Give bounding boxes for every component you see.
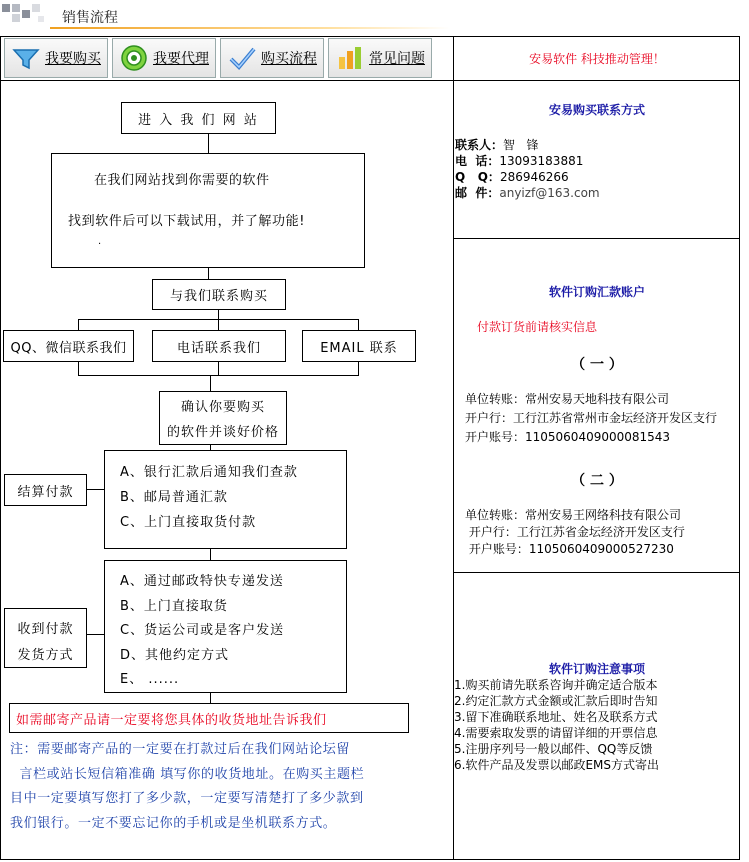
row-divider [453,572,740,573]
connector-line [78,375,359,376]
mailing-note-line: 注：需要邮寄产品的一定要在打款过后在我们网站论坛留 [10,742,351,757]
flow-step-contact-buy [152,279,286,310]
contact-title: 安易购买联系方式 [548,103,645,117]
flow-pay-label-text: 结算付款 [17,484,74,500]
flow-step-confirm-line2: 的软件并谈好价格 [166,425,279,440]
contact-phone-row [455,152,583,169]
contact-person-row [455,136,538,153]
mailing-note-line: 言栏或站长短信箱准确 填写你的收货地址。在购买主题栏 [10,766,365,782]
flow-ship-label-line2: 发货方式 [17,648,74,663]
connector-line [358,361,359,375]
contact-qq-value: 286946266 [499,170,569,184]
checkmark-icon [227,43,257,73]
flow-contact-qq [3,330,134,362]
notice-item: 2.约定汇款方式金额或汇款后即时告知 [454,694,658,708]
address-warning-text: 如需邮寄产品请一定要将您具体的收货地址告诉我们 [16,712,327,728]
nav-faq-label: 常见问题 [369,51,425,67]
flow-step-contact-buy-text: 与我们联系购买 [169,289,268,304]
account-section-2: （ 二 ） [571,473,623,489]
contact-qq-label: Q Q： [455,170,500,184]
contact-email-row [455,184,600,201]
nav-buy-button[interactable] [4,38,108,78]
flow-ship-options [104,560,347,693]
logo-squares-icon [0,0,50,28]
notice-item: 6.软件产品及发票以邮政EMS方式寄出 [454,758,660,772]
contact-email-link[interactable]: anyizf@163.com [499,186,600,200]
flow-contact-email [302,330,416,362]
account-2-line: 单位转账：常州安易王网络科技有限公司 [465,508,682,522]
nav-agent-button[interactable] [112,38,216,78]
ship-option-b: B、上门直接取货 [120,599,228,614]
address-warning [9,703,409,733]
nav-agent-label: 我要代理 [153,51,209,67]
nav-process-button[interactable] [220,38,324,78]
contact-person-label: 联系人： [455,138,504,152]
nav-process-label: 购买流程 [261,51,317,67]
contact-phone-label: 电 话： [455,154,500,168]
ship-option-c: C、货运公司或是客户发送 [120,623,285,638]
connector-line [218,361,219,375]
flow-step-find-software [51,153,365,268]
connector-line [210,375,211,392]
account-2-line: 开户行：工行江苏省金坛经济开发区支行 [465,525,685,539]
pay-option-a: A、银行汇款后通知我们查款 [120,465,298,480]
connector-line [218,309,219,319]
connector-line [86,489,105,490]
account-1-line: 开户行：工行江苏省常州市金坛经济开发区支行 [465,411,718,425]
contact-qq-row [455,168,569,185]
row-divider [0,80,740,81]
account-title: 软件订购汇款账户 [548,285,645,299]
nav-buy-label: 我要购买 [45,51,101,67]
contact-person-value: 智 锋 [503,138,539,152]
flow-contact-email-text: EMAIL 联系 [320,340,398,356]
nav-faq-button[interactable] [328,38,432,78]
page-title: 销售流程 [62,10,118,26]
connector-line [86,634,105,635]
flow-contact-qq-text: QQ、微信联系我们 [10,340,127,356]
flow-step-enter-site-text: 进 入 我 们 网 站 [138,112,259,128]
flow-contact-phone [152,330,286,362]
notice-item: 3.留下准确联系地址、姓名及联系方式 [454,710,658,724]
flow-pay-options [104,450,347,549]
mailing-note [10,738,410,836]
flow-step-enter-site [121,102,276,134]
notice-title: 软件订购注意事项 [548,662,645,676]
bar-chart-icon [335,43,365,73]
mailing-note-line: 我们银行。一定不要忘记你的手机或是坐机联系方式。 [10,815,337,831]
notice-item: 5.注册序列号一般以邮件、QQ等反馈 [454,742,653,756]
notice-item: 4.需要索取发票的请留详细的开票信息 [454,726,658,740]
account-section-1: （ 一 ） [571,357,623,373]
pay-option-b: B、邮局普通汇款 [120,490,228,505]
flow-step-find-dot: . [98,236,102,247]
mailing-note-line: 目中一定要填写您打了多少款，一定要写清楚打了多少款到 [10,791,364,806]
connector-line [210,548,211,560]
promo-text: 安易软件 科技推动管理！ [529,52,665,66]
notice-item: 1.购买前请先联系咨询并确定适合版本 [454,678,658,692]
account-2-line: 开户账号：1105060409000527230 [465,542,674,556]
flow-ship-label [4,608,87,668]
connector-line [78,361,79,375]
target-icon [119,43,149,73]
flow-contact-phone-text: 电话联系我们 [176,340,261,356]
flow-pay-label [4,474,87,506]
row-divider [453,238,740,239]
funnel-icon [11,43,41,73]
flow-step-find-line2: 找到软件后可以下载试用，并了解功能! [68,214,306,229]
account-1-line: 单位转账：常州安易天地科技有限公司 [465,392,670,406]
pay-option-c: C、上门直接取货付款 [120,515,257,530]
header-logo [0,0,50,28]
account-1-line: 开户账号：1105060409000081543 [465,430,671,444]
flow-step-find-line1: 在我们网站找到你需要的软件 [94,173,270,188]
header-underline [50,27,450,29]
ship-option-e: E、 ...... [120,672,180,687]
contact-email-label: 邮 件： [455,186,500,200]
flow-step-confirm-line1: 确认你要购买 [180,400,265,415]
ship-option-d: D、其他约定方式 [120,648,230,663]
flow-ship-label-line1: 收到付款 [17,622,74,637]
contact-phone-value: 13093183881 [499,154,584,168]
connector-line [208,133,209,153]
account-note: 付款订货前请核实信息 [477,320,598,334]
flow-step-confirm [159,391,287,445]
ship-option-a: A、通过邮政特快专递发送 [120,574,284,589]
